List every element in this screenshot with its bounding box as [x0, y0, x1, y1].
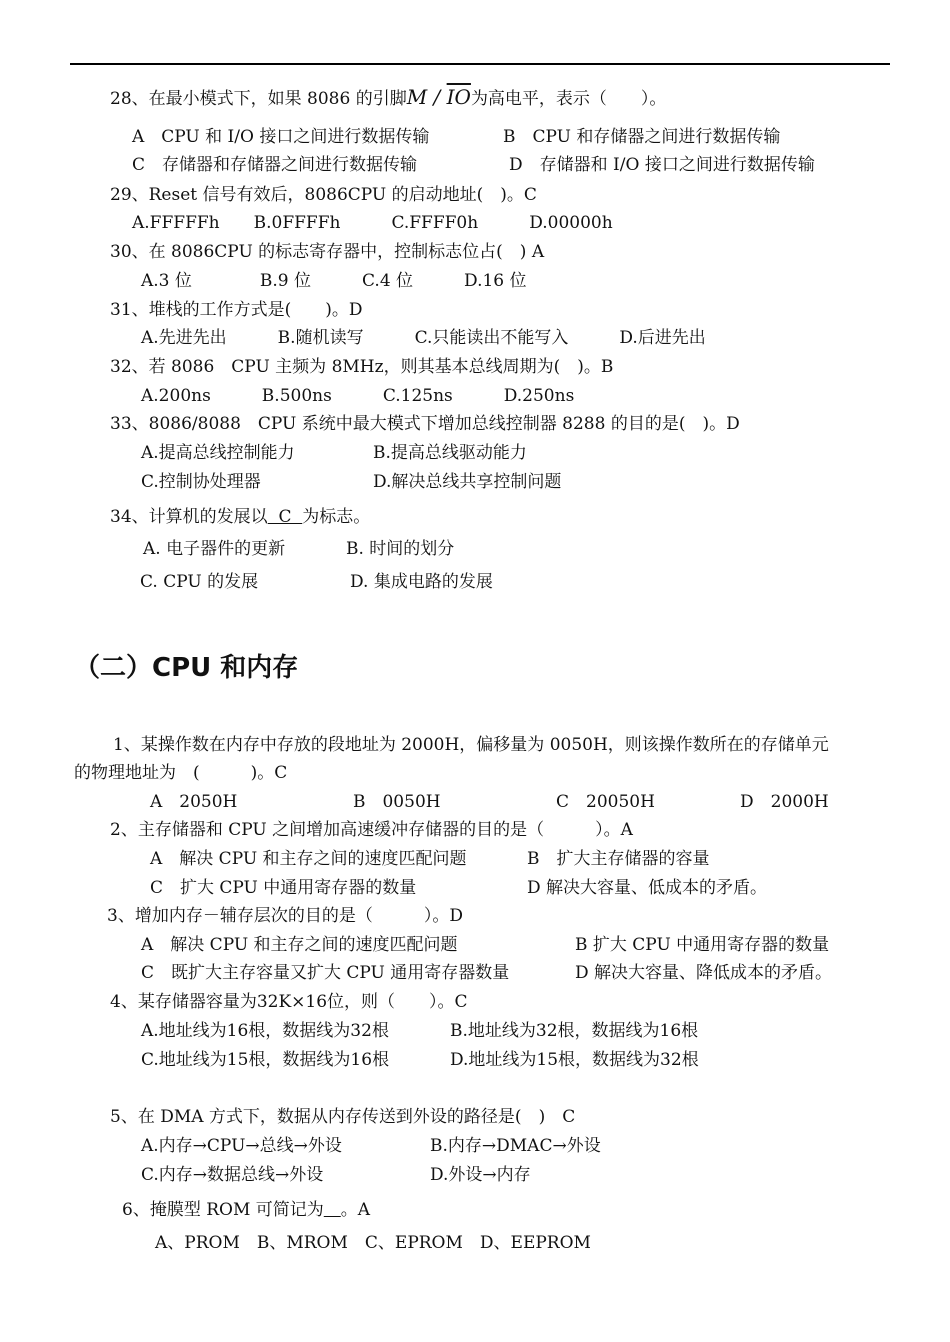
q32-options: A.200ns B.500ns C.125ns D.250ns: [141, 386, 575, 406]
q28-option-a: A CPU 和 I/O 接口之间进行数据传输: [132, 127, 430, 147]
q34-answer: C: [267, 507, 303, 527]
q28-option-c: C 存储器和存储器之间进行数据传输: [132, 155, 418, 175]
s3-option-b: B 扩大 CPU 中通用寄存器的数量: [575, 935, 830, 955]
s6-blank: [324, 1200, 341, 1220]
s6-options: A、PROM B、MROM C、EPROM D、EEPROM: [155, 1233, 591, 1253]
s2-stem: 2、主存储器和 CPU 之间增加高速缓冲存储器的目的是（ ）。A: [110, 820, 633, 840]
s5-option-c: C.内存→数据总线→外设: [141, 1165, 324, 1185]
q33-option-b: B.提高总线驱动能力: [373, 443, 527, 463]
section-title: （二）CPU 和内存: [74, 653, 299, 683]
s3-option-a: A 解决 CPU 和主存之间的速度匹配问题: [141, 935, 458, 955]
s4-option-c: C.地址线为15根，数据线为16根: [141, 1050, 390, 1070]
q33-option-c: C.控制协处理器: [141, 472, 261, 492]
s4-stem: 4、某存储器容量为32K×16位，则（ ）。C: [110, 992, 468, 1012]
q34-option-c: C. CPU 的发展: [140, 572, 259, 592]
s4-option-d: D.地址线为15根，数据线为32根: [450, 1050, 699, 1070]
s5-stem: 5、在 DMA 方式下，数据从内存传送到外设的路径是( ) C: [110, 1107, 576, 1127]
q33-option-d: D.解决总线共享控制问题: [373, 472, 562, 492]
q34-stem: 34、计算机的发展以 C 为标志。: [110, 507, 371, 527]
q28-option-d: D 存储器和 I/O 接口之间进行数据传输: [509, 155, 815, 175]
s1-option-c: C 20050H: [556, 792, 655, 812]
q34-option-a: A. 电子器件的更新: [143, 539, 286, 559]
q33-stem: 33、8086/8088 CPU 系统中最大模式下增加总线控制器 8288 的目的是( )。D: [110, 414, 740, 434]
q33-option-a: A.提高总线控制能力: [141, 443, 295, 463]
s2-option-b: B 扩大主存储器的容量: [527, 849, 710, 869]
s2-option-d: D 解决大容量、低成本的矛盾。: [527, 878, 768, 898]
s1-option-a: A 2050H: [150, 792, 238, 812]
s1-option-d: D 2000H: [740, 792, 829, 812]
q30-options: A.3 位 B.9 位 C.4 位 D.16 位: [141, 271, 527, 291]
q34-option-b: B. 时间的划分: [346, 539, 455, 559]
q28-stem: 28、在最小模式下，如果 8086 的引脚M / $\overline{IO}$为高电平，表示（ ）。: [110, 85, 667, 109]
m-signal: M: [406, 85, 428, 109]
s1-stem-line2: 的物理地址为 ( )。C: [74, 763, 288, 783]
s1-option-b: B 0050H: [353, 792, 441, 812]
s3-option-d: D 解决大容量、降低成本的矛盾。: [575, 963, 833, 983]
q30-stem: 30、在 8086CPU 的标志寄存器中，控制标志位占( ) A: [110, 242, 545, 262]
s2-option-c: C 扩大 CPU 中通用寄存器的数量: [150, 878, 417, 898]
s4-option-b: B.地址线为32根，数据线为16根: [450, 1021, 699, 1041]
q29-stem: 29、Reset 信号有效后，8086CPU 的启动地址( )。C: [110, 185, 537, 205]
q32-stem: 32、若 8086 CPU 主频为 8MHz，则其基本总线周期为( )。B: [110, 357, 614, 377]
s6-stem: 6、掩膜型 ROM 可简记为 。A: [122, 1200, 371, 1220]
q31-stem: 31、堆栈的工作方式是( )。D: [110, 300, 363, 320]
q28-option-b: B CPU 和存储器之间进行数据传输: [503, 127, 781, 147]
q29-options: A.FFFFFh B.0FFFFh C.FFFF0h D.00000h: [132, 213, 613, 233]
io-signal: $\overline{IO}$: [446, 85, 471, 109]
s5-option-a: A.内存→CPU→总线→外设: [141, 1136, 342, 1156]
q31-options: A.先进先出 B.随机读写 C.只能读出不能写入 D.后进先出: [141, 328, 706, 348]
s5-option-b: B.内存→DMAC→外设: [430, 1136, 601, 1156]
s5-option-d: D.外设→内存: [430, 1165, 531, 1185]
s4-option-a: A.地址线为16根，数据线为32根: [141, 1021, 389, 1041]
s1-stem-line1: 1、某操作数在内存中存放的段地址为 2000H，偏移量为 0050H，则该操作数所在的存储单元: [113, 735, 829, 755]
s2-option-a: A 解决 CPU 和主存之间的速度匹配问题: [150, 849, 467, 869]
s3-option-c: C 既扩大主存容量又扩大 CPU 通用寄存器数量: [141, 963, 510, 983]
s3-stem: 3、增加内存－辅存层次的目的是（ ）。D: [107, 906, 463, 926]
header-rule: [70, 63, 890, 65]
q34-option-d: D. 集成电路的发展: [350, 572, 493, 592]
